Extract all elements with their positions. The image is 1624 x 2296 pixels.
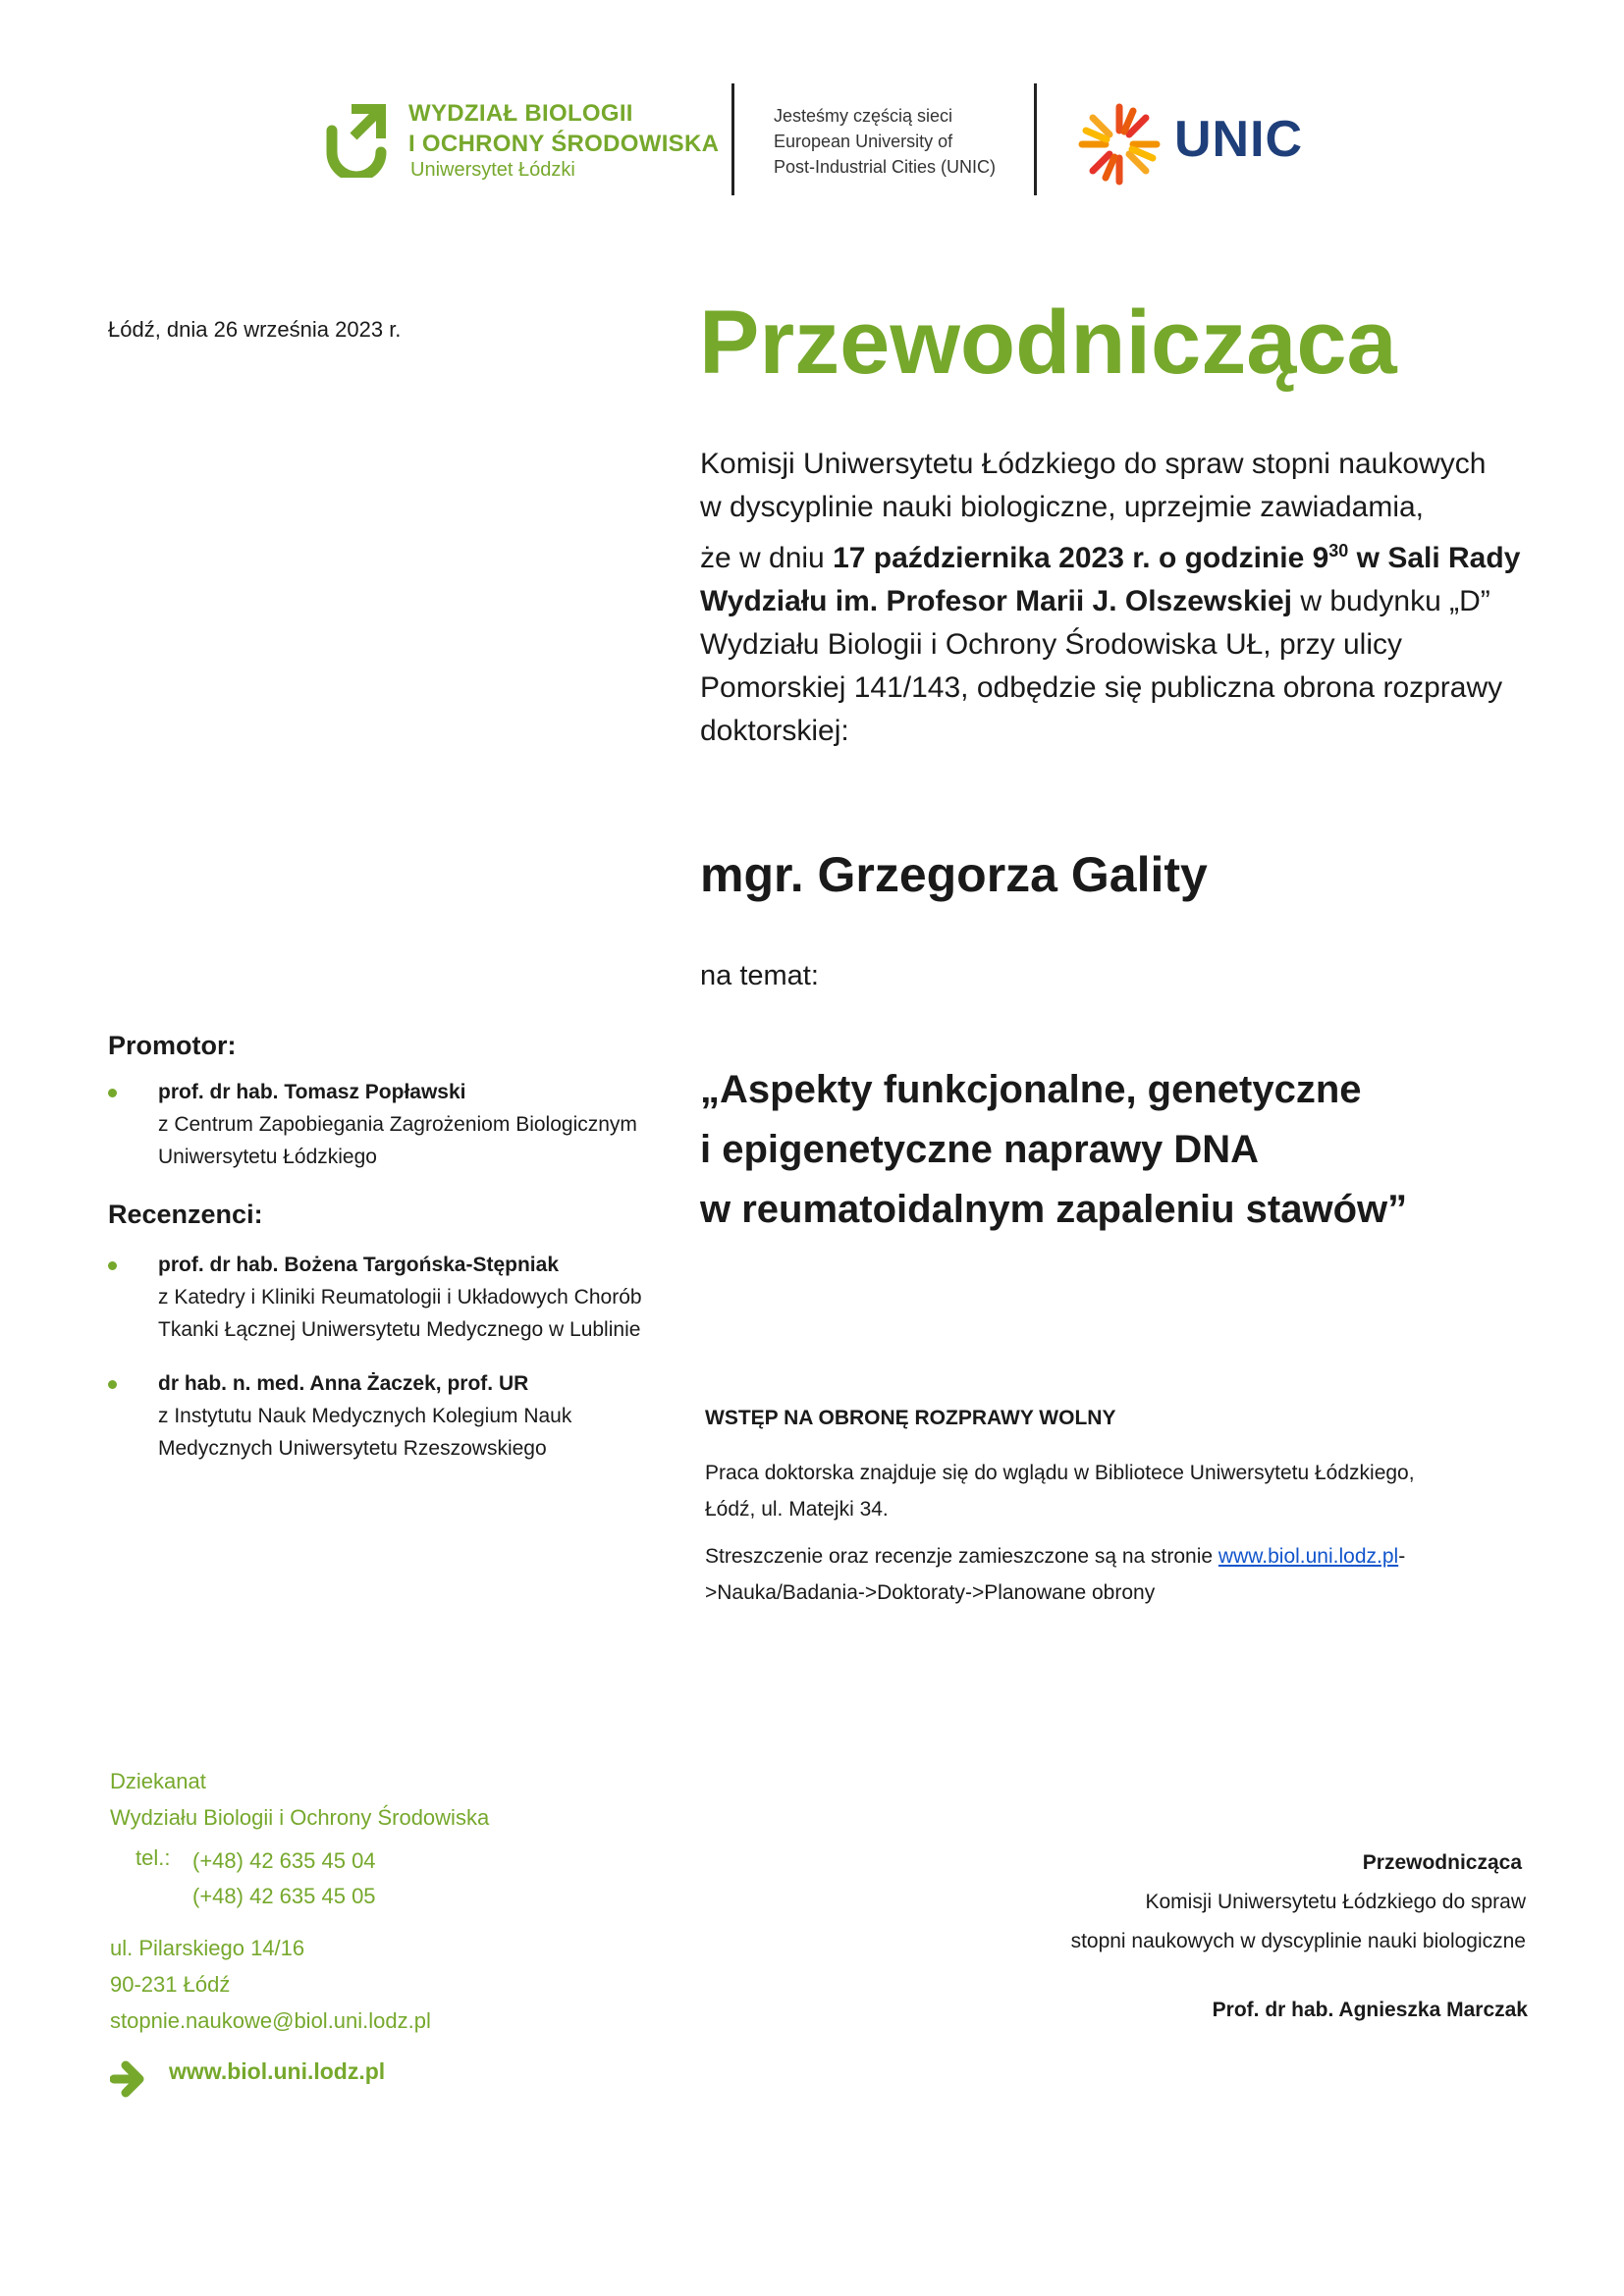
faculty-website-link[interactable]: www.biol.uni.lodz.pl	[1218, 1545, 1399, 1568]
header-divider	[731, 83, 734, 195]
abstract-info: Streszczenie oraz recenzje zamieszczone są na stronie www.biol.uni.lodz.pl- >Nauka/Badania->Doktoraty->Planowane obrony	[705, 1545, 1406, 1604]
signature-committee: Komisji Uniwersytetu Łódzkiego do spraw stopni naukowych w dyscyplinie nauki biologiczne	[1070, 1891, 1526, 1952]
thesis-availability: Praca doktorska znajduje się do wglądu w Bibliotece Uniwersytetu Łódzkiego, Łódź, ul. Matejki 34.	[705, 1462, 1415, 1521]
promotor-heading: Promotor:	[108, 1031, 237, 1060]
faculty-logo-icon	[324, 101, 389, 178]
bullet-icon	[108, 1261, 117, 1270]
unic-star-icon	[1078, 103, 1161, 186]
promotor-entry: prof. dr hab. Tomasz Popławski z Centrum Zapobiegania Zagrożeniom Biologicznym Uniwersytetu Łódzkiego	[108, 1076, 697, 1173]
reviewer-entry: dr hab. n. med. Anna Żaczek, prof. UR z Instytutu Nauk Medycznych Kolegium Nauk Medycznych Uniwersytetu Rzeszowskiego	[108, 1367, 697, 1465]
bullet-icon	[108, 1089, 117, 1097]
candidate-name: mgr. Grzegorza Gality	[700, 847, 1208, 902]
signature-title: Przewodnicząca	[1362, 1851, 1522, 1874]
unic-logo-text: UNIC	[1174, 111, 1304, 168]
topic-label: na temat:	[700, 960, 819, 991]
email-link[interactable]: stopnie.naukowe@biol.uni.lodz.pl	[110, 2008, 431, 2033]
contact-address: ul. Pilarskiego 14/16 90-231 Łódź stopnie.naukowe@biol.uni.lodz.pl	[110, 1930, 431, 2039]
reviewer-entry: prof. dr hab. Bożena Targońska-Stępniak z Katedry i Kliniki Reumatologii i Układowych Chorób Tkanki Łącznej Uniwersytetu Medycznego w Lublinie	[108, 1249, 697, 1346]
header-divider-2	[1034, 83, 1037, 195]
faculty-logo-text: WYDZIAŁ BIOLOGII I OCHRONY ŚRODOWISKA	[408, 100, 720, 157]
phone-numbers: (+48) 42 635 45 04 (+48) 42 635 45 05	[192, 1848, 376, 1908]
reviewers-heading: Recenzenci:	[108, 1200, 263, 1229]
letter-date: Łódź, dnia 26 września 2023 r.	[108, 317, 402, 342]
arrow-right-icon	[110, 2059, 145, 2099]
phone-label: tel.:	[135, 1845, 171, 1870]
announcement-text: Komisji Uniwersytetu Łódzkiego do spraw stopni naukowych w dyscyplinie nauki biologiczne, uprzejmie zawiadamia, że w dniu 17 października 2023 r. o godzinie $9^{30}$ w Sali Rady Wydziału im. Profesor Marii J. Olszewskiej w budynku „D” Wydziału Biologii i Ochrony Środowiska UŁ, przy ulicy Pomorskiej 141/143, odbędzie się publiczna obrona rozprawy doktorskiej:	[700, 448, 1521, 747]
university-name: Uniwersytet Łódzki	[410, 159, 575, 181]
thesis-title: „Aspekty funkcjonalne, genetyczne i epigenetyczne naprawy DNA w reumatoidalnym zapaleniu stawów”	[700, 1068, 1408, 1231]
website-link[interactable]: www.biol.uni.lodz.pl	[169, 2058, 386, 2084]
network-membership-text: Jesteśmy częścią sieci European University of Post-Industrial Cities (UNIC)	[774, 106, 997, 177]
admission-notice: WSTĘP NA OBRONĘ ROZPRAWY WOLNY	[705, 1407, 1116, 1429]
bullet-icon	[108, 1380, 117, 1389]
dean-office: Dziekanat Wydziału Biologii i Ochrony Środowiska	[110, 1769, 490, 1830]
page-title: Przewodnicząca	[699, 293, 1397, 393]
signatory-name: Prof. dr hab. Agnieszka Marczak	[1212, 1999, 1528, 2021]
